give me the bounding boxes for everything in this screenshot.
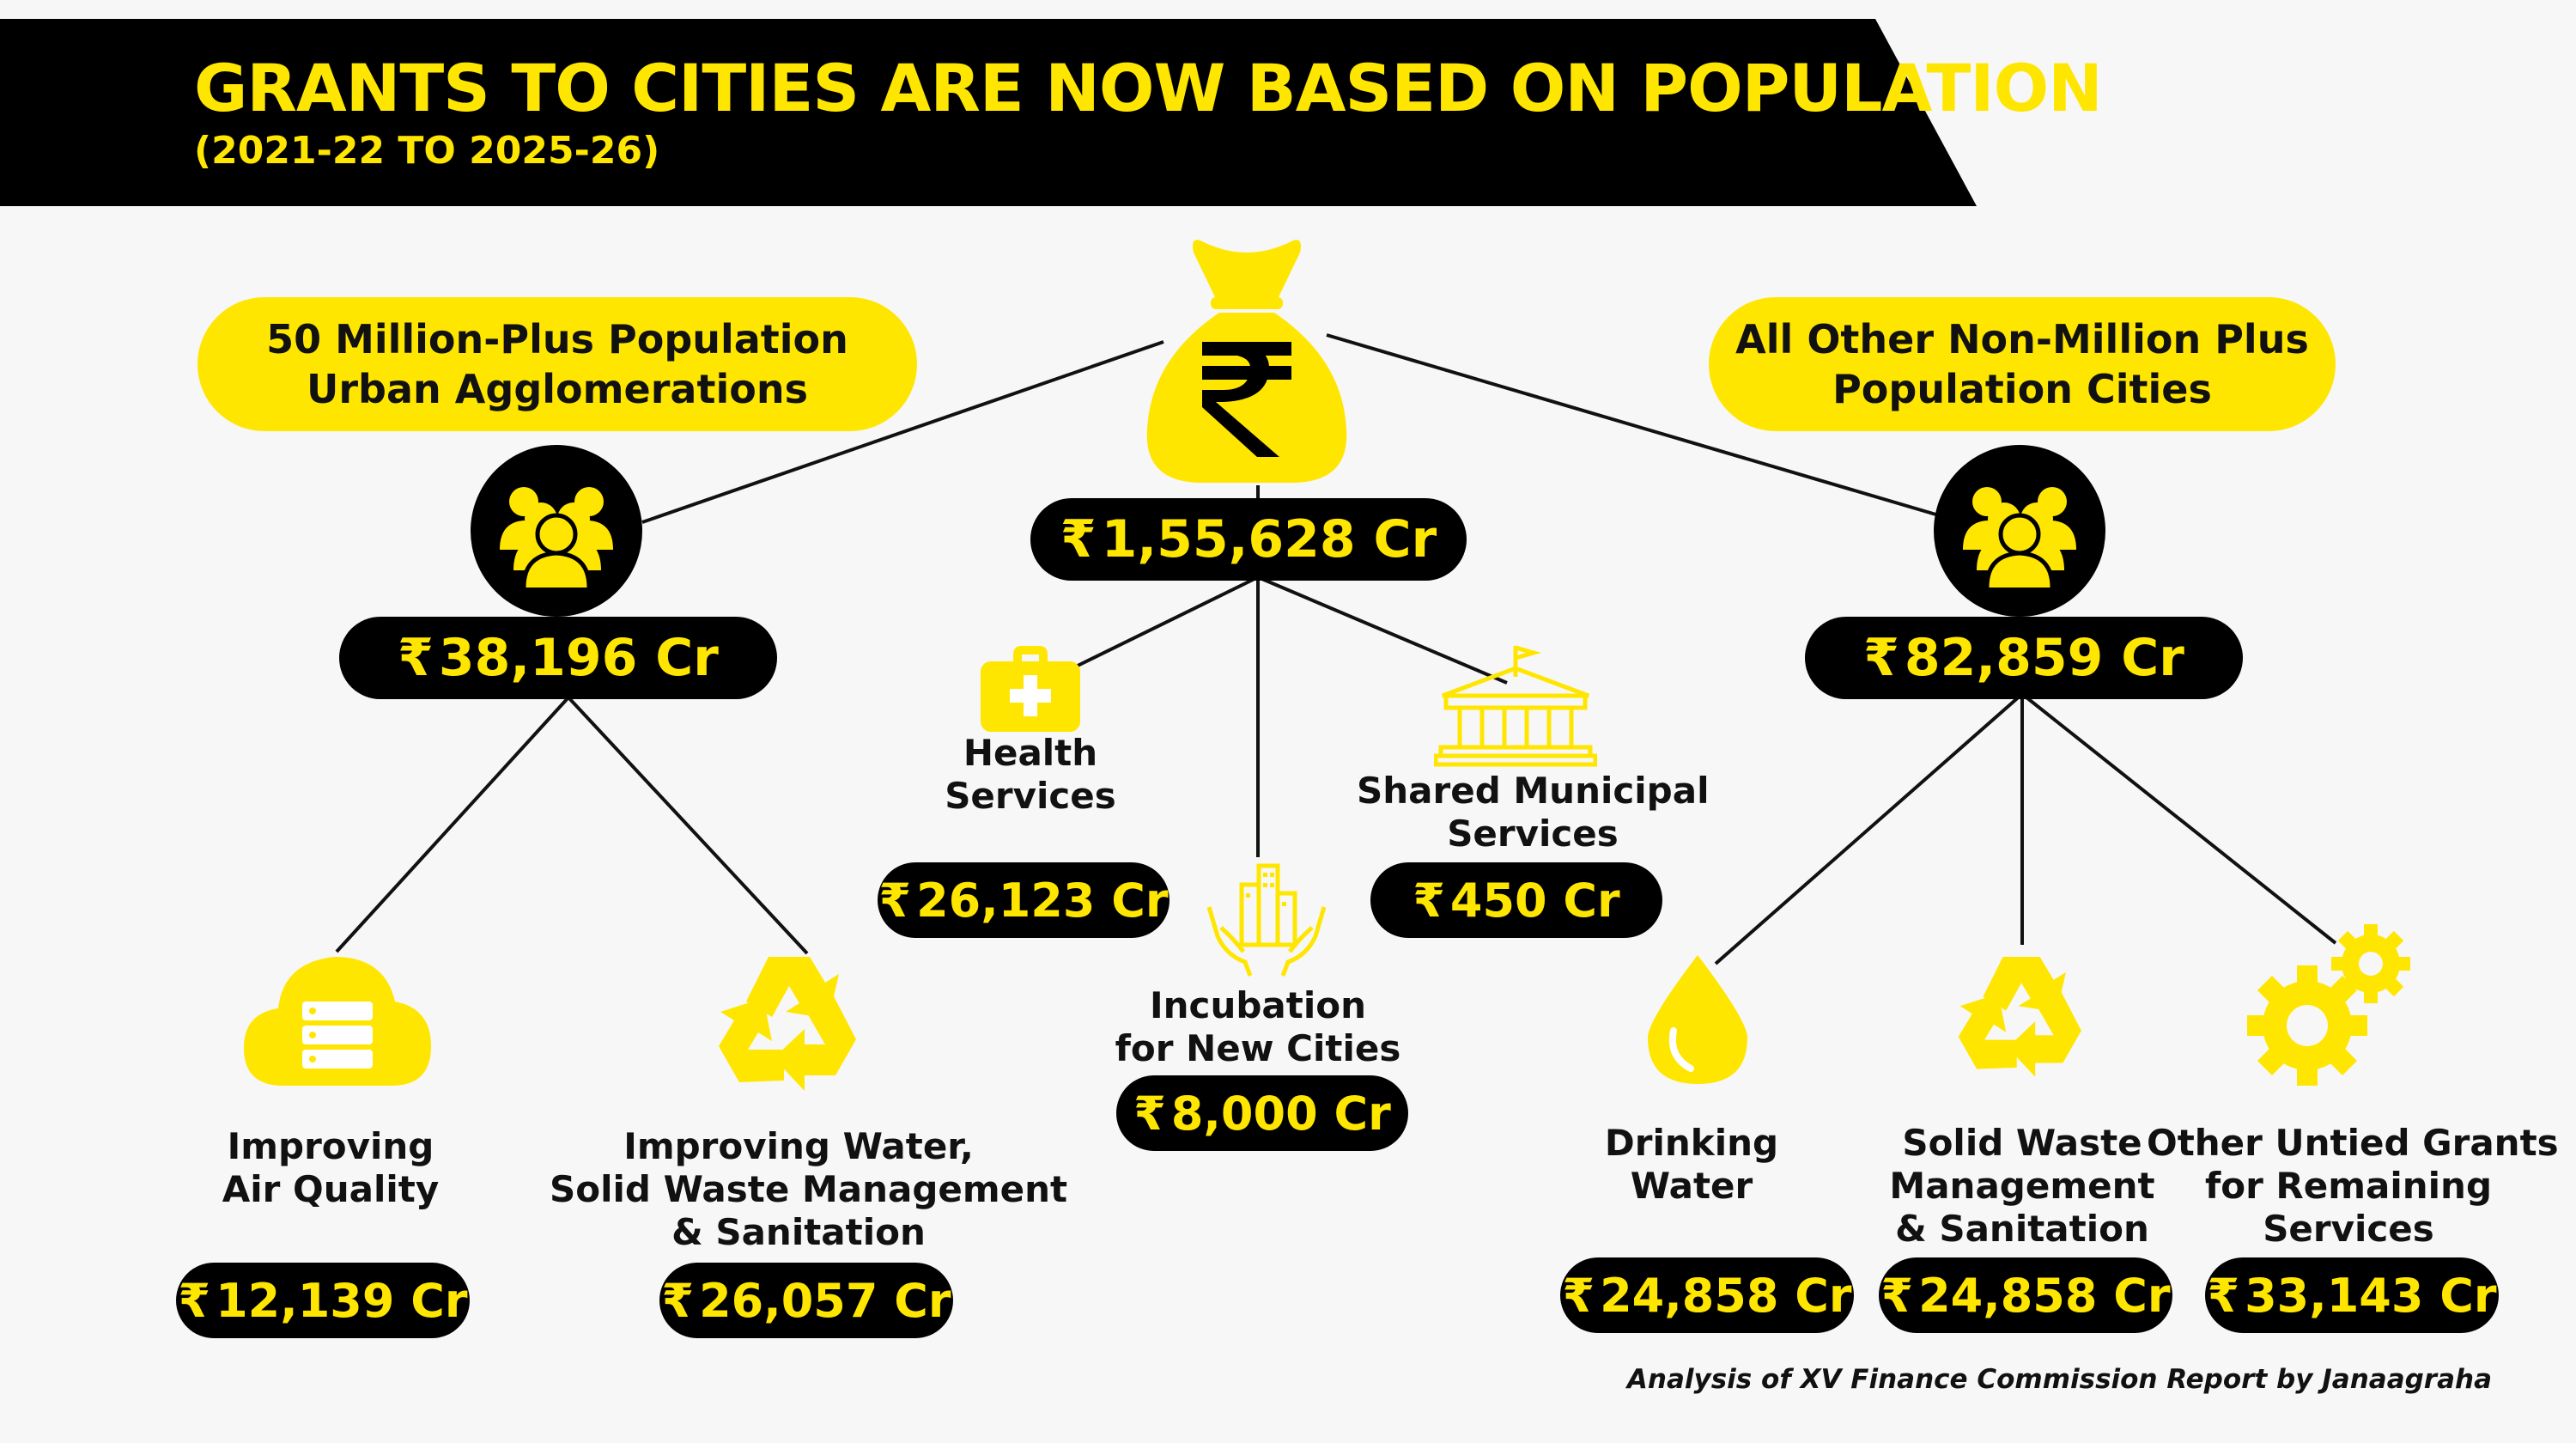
untied-grants-label-line1: Other Untied Grants [2147, 1122, 2559, 1164]
left-group-label [197, 297, 917, 431]
rupee-symbol: ₹ [661, 1273, 695, 1328]
right-group-circle [1934, 445, 2105, 617]
left-group-circle [471, 445, 642, 617]
drinking-water-amount [1560, 1257, 1854, 1333]
right-group-label-line1: All Other Non-Million Plus [1735, 316, 2309, 362]
water-swm-label [550, 1125, 1068, 1254]
untied-grants-label-line3: Services [2263, 1208, 2434, 1250]
first-aid-kit-icon [979, 642, 1082, 734]
health-services-amount [878, 862, 1170, 938]
municipal-label [1357, 770, 1709, 855]
rupee-symbol: ₹ [1880, 1268, 1914, 1323]
rupee-symbol: ₹ [398, 628, 434, 688]
right-group-amount-value: 82,859 Cr [1904, 628, 2184, 688]
people-group-icon [471, 445, 642, 617]
incubation-label-line1: Incubation [1150, 984, 1366, 1026]
water-drop-icon [1644, 952, 1751, 1087]
left-group-amount [339, 617, 777, 699]
drinking-water-amount-value: 24,858 Cr [1600, 1268, 1852, 1323]
municipal-amount [1370, 862, 1662, 938]
water-swm-label-line1: Improving Water, [623, 1125, 974, 1167]
root-amount [1030, 498, 1467, 581]
municipal-amount-value: 450 Cr [1449, 873, 1620, 928]
rupee-symbol: ₹ [1060, 509, 1097, 569]
swm-label-line2: Management [1889, 1165, 2155, 1207]
hands-city-icon [1202, 859, 1331, 979]
health-label-line1: Health [963, 732, 1098, 774]
health-services-label [927, 732, 1133, 818]
connector-left-water [568, 697, 807, 953]
municipal-building-icon [1434, 642, 1597, 768]
air-quality-label-line2: Air Quality [222, 1168, 440, 1210]
root-amount-value: 1,55,628 Cr [1101, 509, 1437, 569]
connector-left-air [337, 697, 568, 952]
rupee-symbol: ₹ [1413, 873, 1445, 928]
left-group-label-line1: 50 Million-Plus Population [266, 316, 848, 362]
untied-grants-label-line2: for Remaining [2204, 1165, 2493, 1207]
water-swm-amount [659, 1263, 953, 1338]
air-quality-label-line1: Improving [227, 1125, 434, 1167]
right-group-label [1709, 297, 2336, 431]
people-group-icon [1934, 445, 2105, 617]
swm-label-line1: Solid Waste [1902, 1122, 2142, 1164]
health-amount-value: 26,123 Cr [916, 873, 1169, 928]
rupee-symbol: ₹ [2207, 1268, 2240, 1323]
swm-amount [1879, 1257, 2172, 1333]
drinking-water-label-line2: Water [1630, 1165, 1753, 1207]
page-title: GRANTS TO CITIES ARE NOW BASED ON POPULATION [194, 50, 2102, 126]
left-group-amount-value: 38,196 Cr [438, 628, 719, 688]
cloud-server-icon [240, 945, 434, 1093]
swm-label [1889, 1122, 2155, 1251]
rupee-symbol: ₹ [178, 1273, 211, 1328]
municipal-label-line2: Services [1447, 813, 1619, 855]
air-quality-amount-value: 12,139 Cr [216, 1273, 468, 1328]
rupee-symbol: ₹ [1863, 628, 1899, 688]
untied-grants-label [2147, 1122, 2559, 1251]
health-label-line2: Services [945, 775, 1116, 817]
water-swm-amount-value: 26,057 Cr [699, 1273, 951, 1328]
gears-icon [2245, 916, 2426, 1087]
drinking-water-label-line1: Drinking [1604, 1122, 1779, 1164]
source-credit: Analysis of XV Finance Commission Report by Janaagraha [1626, 1364, 2492, 1395]
swm-label-line3: & Sanitation [1895, 1208, 2149, 1250]
untied-grants-amount-value: 33,143 Cr [2245, 1268, 2497, 1323]
untied-grants-amount [2205, 1257, 2499, 1333]
connector-root-health [1078, 577, 1258, 666]
incubation-label [1108, 984, 1408, 1070]
swm-amount-value: 24,858 Cr [1918, 1268, 2171, 1323]
recycle-icon [1949, 945, 2095, 1086]
incubation-amount-value: 8,000 Cr [1170, 1086, 1391, 1141]
connector-right-untied [2022, 694, 2336, 943]
page-subtitle: (2021-22 TO 2025-26) [194, 129, 660, 173]
drinking-water-label [1571, 1122, 1812, 1208]
rupee-symbol: ₹ [1562, 1268, 1595, 1323]
water-swm-label-line2: Solid Waste Management [550, 1168, 1068, 1210]
right-group-amount [1805, 617, 2243, 699]
air-quality-label [189, 1125, 472, 1211]
rupee-symbol: ₹ [1133, 1086, 1166, 1141]
incubation-label-line2: for New Cities [1115, 1027, 1401, 1069]
incubation-amount [1116, 1075, 1408, 1151]
recycle-icon [708, 945, 872, 1099]
municipal-label-line1: Shared Municipal [1357, 770, 1710, 812]
money-bag-rupee-icon [1140, 230, 1353, 484]
water-swm-label-line3: & Sanitation [671, 1211, 926, 1253]
rupee-symbol: ₹ [878, 873, 912, 928]
left-group-label-line2: Urban Agglomerations [307, 366, 808, 412]
air-quality-amount [176, 1263, 470, 1338]
connector-right-drinking [1716, 694, 2022, 964]
right-group-label-line2: Population Cities [1832, 366, 2212, 412]
